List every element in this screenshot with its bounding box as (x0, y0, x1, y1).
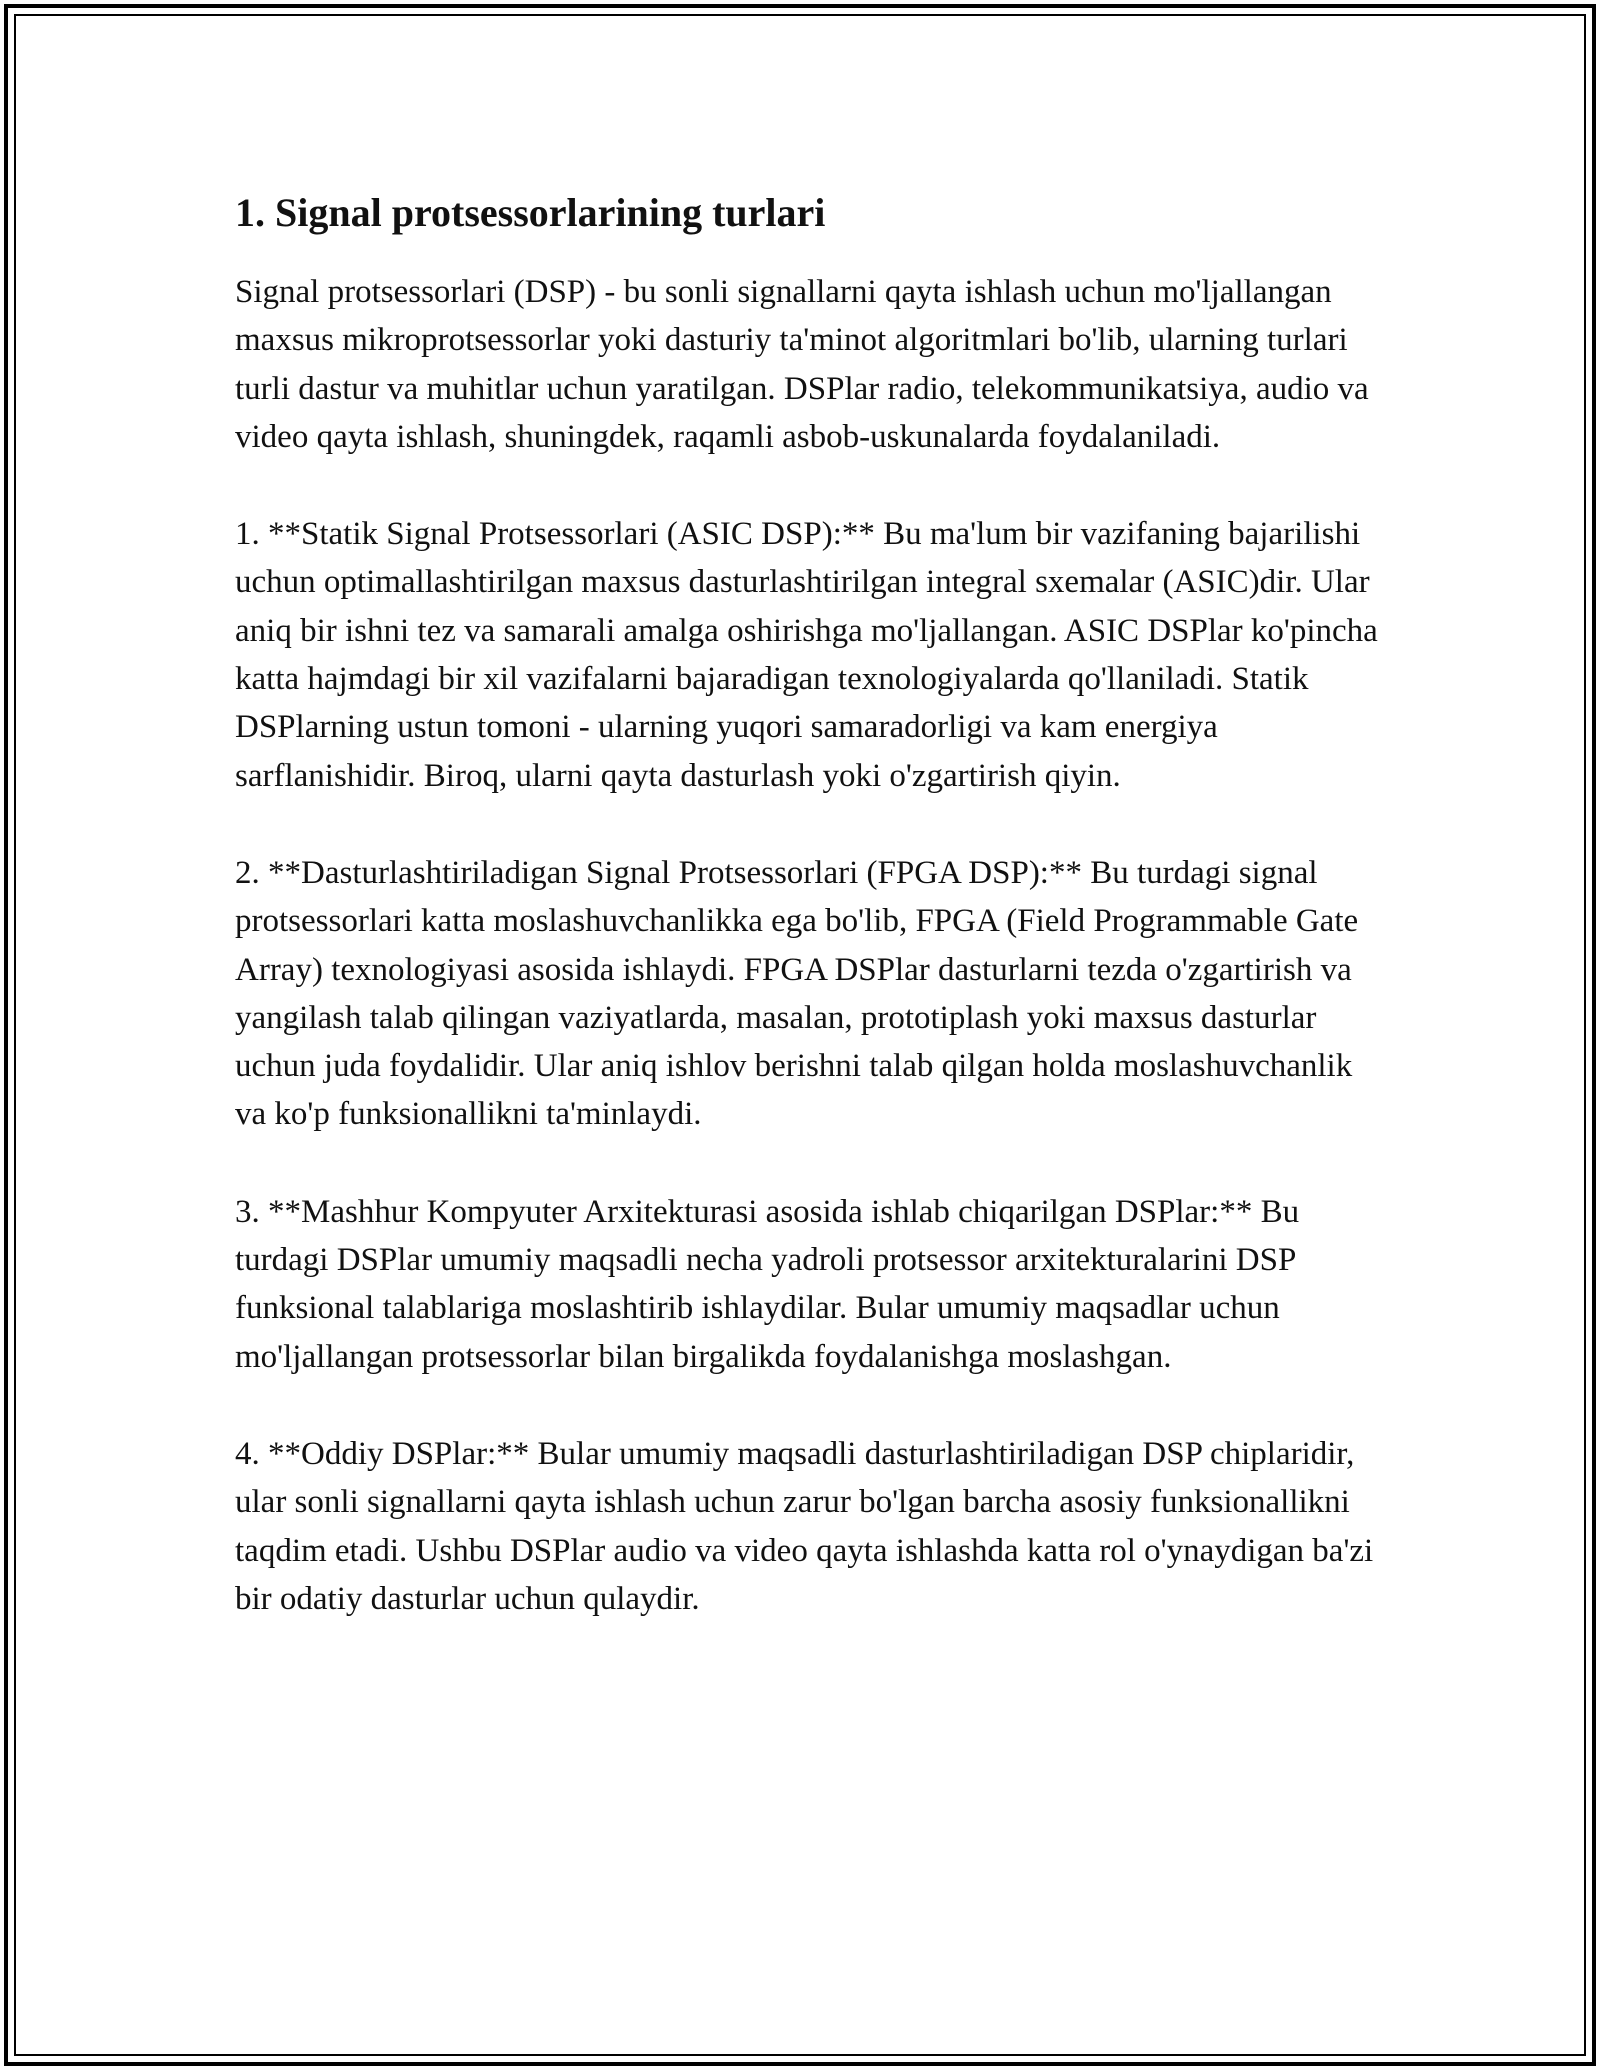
paragraph-asic-dsp: 1. **Statik Signal Protsessorlari (ASIC DSP):** Bu ma'lum bir vazifaning bajarilishi uchun optimallashtirilgan maxsus dasturlashtirilgan integral sxemalar (ASIC)dir. Ular aniq bir ishni tez va samarali amalga oshirishga mo'ljallangan. ASIC DSPlar ko'pincha katta hajmdagi bir xil vazifalarni bajaradigan texnologiyalarda qo'llaniladi. Statik DSPlarning ustun tomoni - ularning yuqori samaradorligi va kam energiya sarflanishidir. Biroq, ularni qayta dasturlash yoki o'zgartirish qiyin. (235, 516, 1378, 794)
paragraph-computer-architecture-dsp: 3. **Mashhur Kompyuter Arxitekturasi asosida ishlab chiqarilgan DSPlar:** Bu turdagi DSPlar umumiy maqsadli necha yadroli protsessor arxitekturalarini DSP funksional talablariga moslashtirib ishlaydilar. Bular umumiy maqsadlar uchun mo'ljallangan protsessorlar bilan birgalikda foydalanishga moslashgan. (235, 1193, 1300, 1375)
paragraph-fpga-dsp: 2. **Dasturlashtiriladigan Signal Protsessorlari (FPGA DSP):** Bu turdagi signal protsessorlari katta moslashuvchanlikka ega bo'lib, FPGA (Field Programmable Gate Array) texnologiyasi asosida ishlaydi. FPGA DSPlar dasturlarni tezda o'zgartirish va yangilash talab qilingan vaziyatlarda, masalan, prototiplash yoki maxsus dasturlar uchun juda foydalidir. Ular aniq ishlov berishni talab qilgan holda moslashuvchanlik va ko'p funksionallikni ta'minlaydi. (235, 854, 1359, 1133)
document-body (235, 188, 1385, 1672)
paragraph-simple-dsp: 4. **Oddiy DSPlar:** Bular umumiy maqsadli dasturlashtiriladigan DSP chiplaridir, ular sonli signallarni qayta ishlash uchun zarur bo'lgan barcha asosiy funksionallikni taqdim etadi. Ushbu DSPlar audio va video qayta ishlashda katta rol o'ynaydigan ba'zi bir odatiy dasturlar uchun qulaydir. (235, 1435, 1374, 1617)
page-title: 1. Signal protsessorlarining turlari (235, 190, 826, 235)
intro-paragraph: Signal protsessorlari (DSP) - bu sonli signallarni qayta ishlash uchun mo'ljallangan maxsus mikroprotsessorlar yoki dasturiy ta'minot algoritmlari bo'lib, ularning turlari turli dastur va muhitlar uchun yaratilgan. DSPlar radio, telekommunikatsiya, audio va video qayta ishlash, shuningdek, raqamli asbob-uskunalarda foydalaniladi. (235, 274, 1369, 455)
